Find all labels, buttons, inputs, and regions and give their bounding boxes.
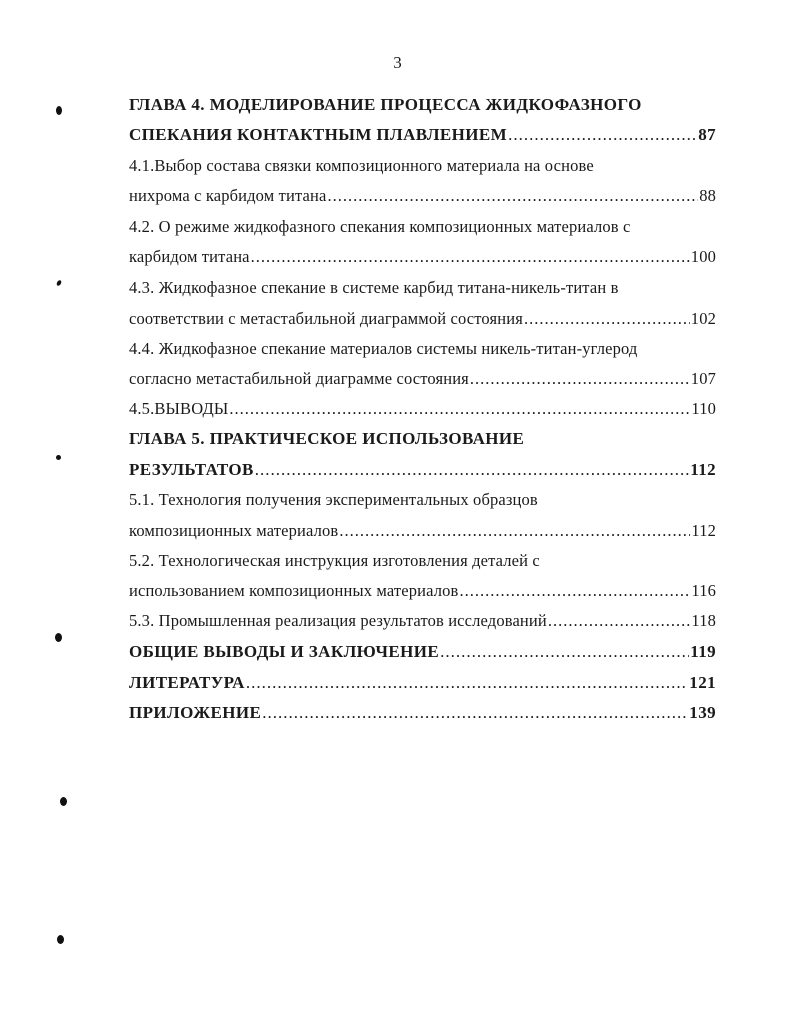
- section-5-1-title-line-1: 5.1. Технология получения экспериментальных образцов: [129, 490, 538, 509]
- chapter-5-entry: [129, 455, 716, 485]
- appendix-page: 139: [689, 703, 716, 722]
- section-5-3-page: 118: [691, 611, 716, 630]
- section-4-5-page: 110: [691, 399, 716, 418]
- section-4-3-page: 102: [690, 309, 716, 328]
- literature-entry: [129, 668, 716, 698]
- chapter-4-title-line-1: ГЛАВА 4. МОДЕЛИРОВАНИЕ ПРОЦЕССА ЖИДКОФАЗНОГО: [129, 95, 642, 114]
- section-4-2-title-line-1: 4.2. О режиме жидкофазного спекания композиционных материалов с: [129, 217, 631, 236]
- page-number: 3: [393, 53, 402, 72]
- dot-leader: [251, 242, 690, 272]
- section-4-1-title-line-1: 4.1.Выбор состава связки композиционного материала на основе: [129, 156, 594, 175]
- chapter-5-page: 112: [690, 460, 716, 479]
- dot-leader: [440, 637, 689, 667]
- section-5-3-entry: [129, 606, 716, 636]
- dot-leader: [229, 394, 690, 424]
- binding-hole-mark: [56, 279, 62, 286]
- binding-hole-mark: [56, 106, 62, 115]
- section-4-5-entry: [129, 394, 716, 424]
- dot-leader: [255, 455, 690, 485]
- dot-leader: [339, 516, 690, 546]
- binding-hole-mark: [57, 935, 64, 944]
- appendix-title: ПРИЛОЖЕНИЕ: [129, 703, 262, 722]
- section-5-2-entry: [129, 576, 716, 606]
- dot-leader: [246, 668, 688, 698]
- section-4-3-entry: [129, 304, 716, 334]
- conclusions-page: 119: [690, 642, 716, 661]
- section-5-2-title-line-2: использованием композиционных материалов: [129, 581, 459, 600]
- dot-leader: [508, 120, 697, 150]
- dot-leader: [327, 181, 698, 211]
- chapter-5-title-line-2: РЕЗУЛЬТАТОВ: [129, 460, 254, 479]
- dot-leader: [548, 606, 691, 636]
- section-4-4-page: 107: [690, 369, 716, 388]
- conclusions-title: ОБЩИЕ ВЫВОДЫ И ЗАКЛЮЧЕНИЕ: [129, 642, 440, 661]
- section-4-4-title-line-2: согласно метастабильной диаграмме состояния: [129, 369, 469, 388]
- section-4-5-title: 4.5.ВЫВОДЫ: [129, 399, 229, 418]
- section-4-1-entry: [129, 181, 716, 211]
- chapter-4-title-line-2: СПЕКАНИЯ КОНТАКТНЫМ ПЛАВЛЕНИЕМ: [129, 125, 508, 144]
- conclusions-entry: [129, 637, 716, 667]
- binding-hole-mark: [56, 455, 61, 460]
- section-5-1-page: 112: [691, 521, 716, 540]
- literature-page: 121: [689, 673, 716, 692]
- section-4-1-page: 88: [699, 186, 716, 205]
- section-5-3-title: 5.3. Промышленная реализация результатов исследований: [129, 611, 547, 630]
- dot-leader: [460, 576, 691, 606]
- binding-hole-mark: [60, 797, 67, 806]
- section-4-2-entry: [129, 242, 716, 272]
- section-4-4-title-line-1: 4.4. Жидкофазное спекание материалов системы никель-титан-углерод: [129, 339, 638, 358]
- chapter-5-title-line-1: ГЛАВА 5. ПРАКТИЧЕСКОЕ ИСПОЛЬЗОВАНИЕ: [129, 429, 525, 448]
- section-5-1-entry: [129, 516, 716, 546]
- chapter-4-page: 87: [698, 125, 716, 144]
- chapter-4-entry: [129, 120, 716, 150]
- dot-leader: [262, 698, 688, 728]
- section-4-1-title-line-2: нихрома с карбидом титана: [129, 186, 327, 205]
- section-5-2-title-line-1: 5.2. Технологическая инструкция изготовления деталей с: [129, 551, 540, 570]
- section-4-2-page: 100: [690, 247, 716, 266]
- section-4-3-title-line-1: 4.3. Жидкофазное спекание в системе карбид титана-никель-титан в: [129, 278, 619, 297]
- literature-title: ЛИТЕРАТУРА: [129, 673, 245, 692]
- binding-hole-mark: [55, 633, 62, 642]
- section-5-2-page: 116: [691, 581, 716, 600]
- dot-leader: [470, 364, 690, 394]
- section-4-2-title-line-2: карбидом титана: [129, 247, 250, 266]
- section-5-1-title-line-2: композиционных материалов: [129, 521, 339, 540]
- section-4-3-title-line-2: соответствии с метастабильной диаграммой состояния: [129, 309, 523, 328]
- section-4-4-entry: [129, 364, 716, 394]
- dot-leader: [524, 304, 690, 334]
- appendix-entry: [129, 698, 716, 728]
